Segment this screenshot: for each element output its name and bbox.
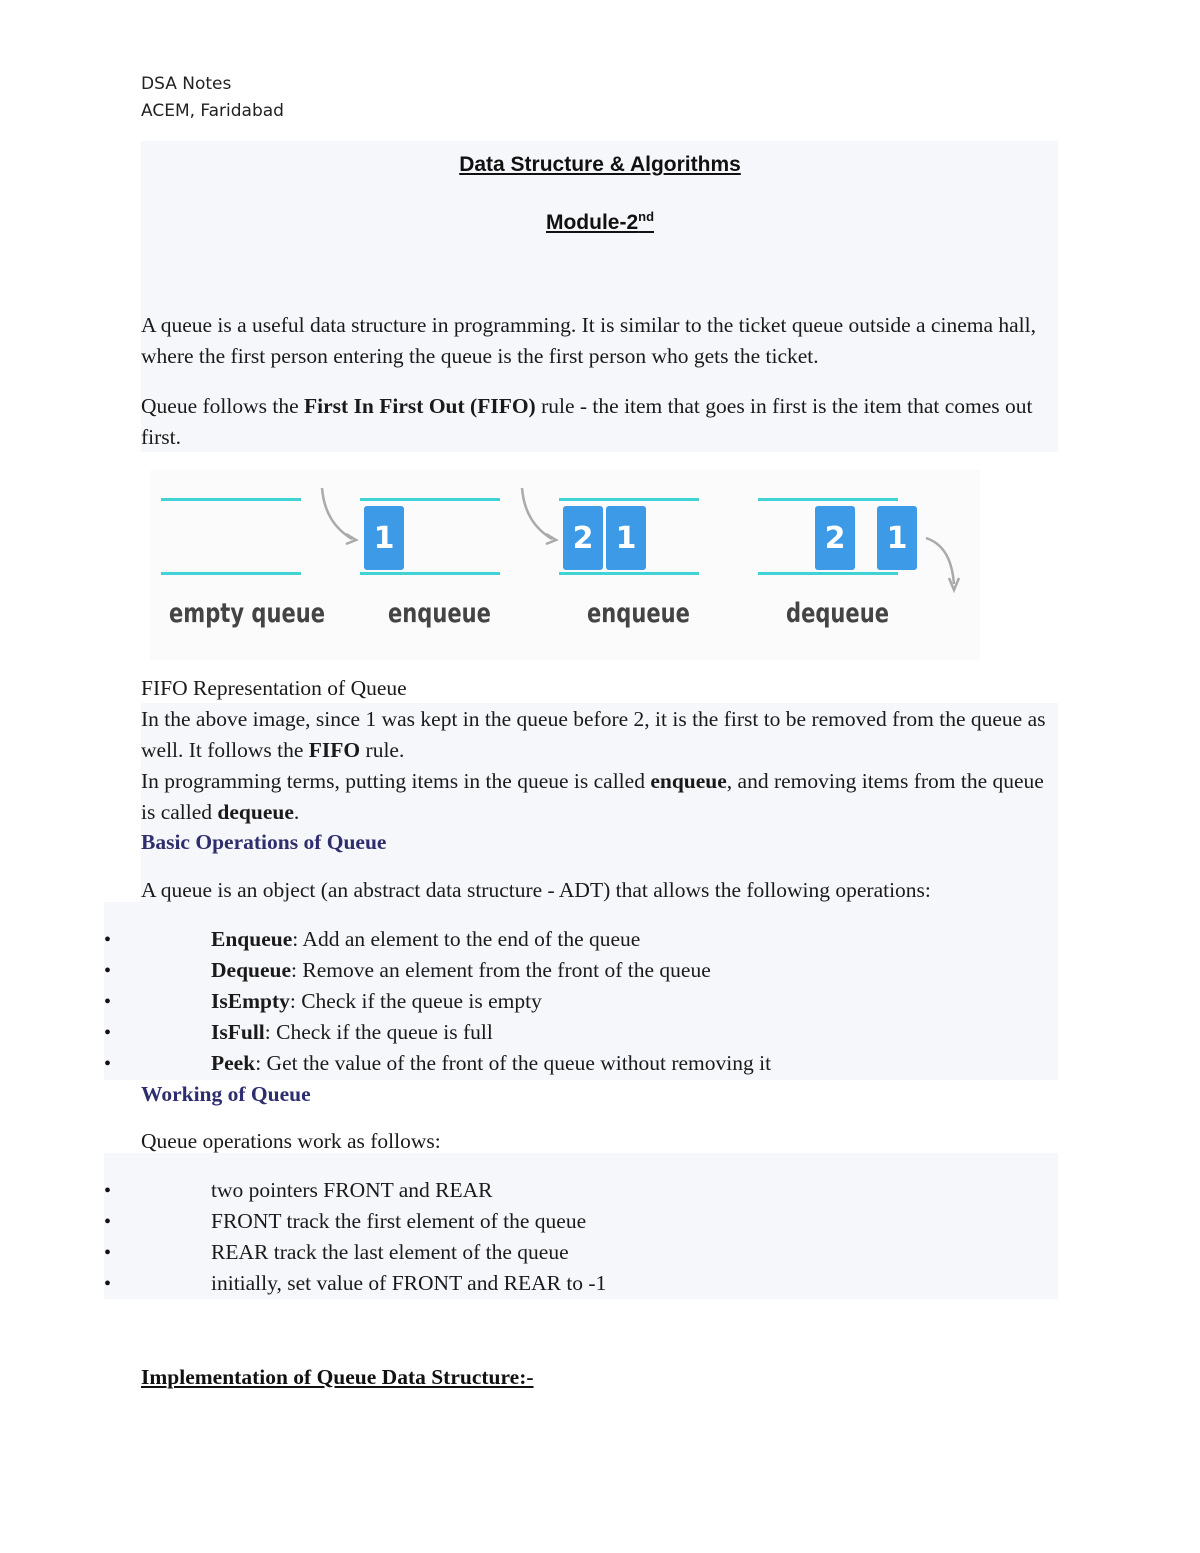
- diagram-caption: FIFO Representation of Queue: [141, 676, 407, 700]
- bullet-icon: •: [104, 929, 112, 951]
- queue-element: 1: [606, 506, 646, 570]
- enqueue-dequeue-explanation: In programming terms, putting items in the queue is called enqueue, and removing items from the queue is called dequeue.: [141, 769, 1044, 824]
- bullet-icon: •: [104, 960, 112, 982]
- queue-bottom-line: [360, 572, 500, 575]
- enqueue-arrow-icon: [318, 484, 360, 546]
- bullet-icon: •: [104, 1242, 112, 1264]
- bullet-icon: •: [104, 1053, 112, 1075]
- fifo-paragraph: Queue follows the First In First Out (FIFO) rule - the item that goes in first is the item that comes out first.: [141, 394, 1033, 449]
- queue-element: 1: [364, 506, 404, 570]
- bullet-icon: •: [104, 1180, 112, 1202]
- list-item: two pointers FRONT and REAR: [211, 1178, 493, 1202]
- bullet-icon: •: [104, 991, 112, 1013]
- label-enqueue: enqueue: [388, 598, 491, 629]
- bullet-icon: •: [104, 1211, 112, 1233]
- bullet-icon: •: [104, 1273, 112, 1295]
- label-dequeue: dequeue: [786, 598, 889, 629]
- fifo-explanation: In the above image, since 1 was kept in the queue before 2, it is the first to be removed from the queue as well. It follows the FIFO rule.: [141, 707, 1046, 762]
- list-item: Dequeue: Remove an element from the front of the queue: [211, 958, 711, 982]
- list-item: Enqueue: Add an element to the end of the queue: [211, 927, 641, 951]
- queue-element: 2: [815, 506, 855, 570]
- queue-element: 2: [563, 506, 603, 570]
- queue-diagram: [150, 470, 980, 660]
- doc-header-institute: ACEM, Faridabad: [141, 101, 284, 121]
- doc-header-course: DSA Notes: [141, 74, 232, 94]
- list-item: IsFull: Check if the queue is full: [211, 1020, 493, 1044]
- queue-bottom-line: [559, 572, 699, 575]
- basic-operations-heading: Basic Operations of Queue: [141, 830, 387, 854]
- queue-bottom-line: [161, 572, 301, 575]
- working-heading: Working of Queue: [141, 1082, 311, 1106]
- list-item: Peek: Get the value of the front of the queue without removing it: [211, 1051, 772, 1075]
- module-title: Module-2nd: [545, 209, 655, 234]
- dequeue-arrow-icon: [922, 530, 966, 594]
- queue-top-line: [559, 498, 699, 501]
- list-item: initially, set value of FRONT and REAR to -1: [211, 1271, 607, 1295]
- queue-top-line: [161, 498, 301, 501]
- enqueue-arrow-icon: [518, 484, 560, 546]
- list-item: FRONT track the first element of the queue: [211, 1209, 587, 1233]
- list-item: REAR track the last element of the queue: [211, 1240, 569, 1264]
- queue-element: 1: [877, 506, 917, 570]
- document-title: Data Structure & Algorithms: [459, 153, 741, 176]
- list-item: IsEmpty: Check if the queue is empty: [211, 989, 542, 1013]
- queue-top-line: [758, 498, 898, 501]
- basic-operations-intro: A queue is an object (an abstract data structure - ADT) that allows the following operations:: [141, 878, 931, 902]
- label-enqueue: enqueue: [587, 598, 690, 629]
- intro-paragraph: A queue is a useful data structure in programming. It is similar to the ticket queue outside a cinema hall, where the first person entering the queue is the first person who gets the ticket.: [141, 313, 1036, 368]
- queue-top-line: [360, 498, 500, 501]
- bullet-icon: •: [104, 1022, 112, 1044]
- label-empty-queue: empty queue: [169, 598, 326, 629]
- queue-bottom-line: [758, 572, 898, 575]
- implementation-heading: Implementation of Queue Data Structure:-: [141, 1365, 534, 1389]
- working-intro: Queue operations work as follows:: [141, 1129, 441, 1153]
